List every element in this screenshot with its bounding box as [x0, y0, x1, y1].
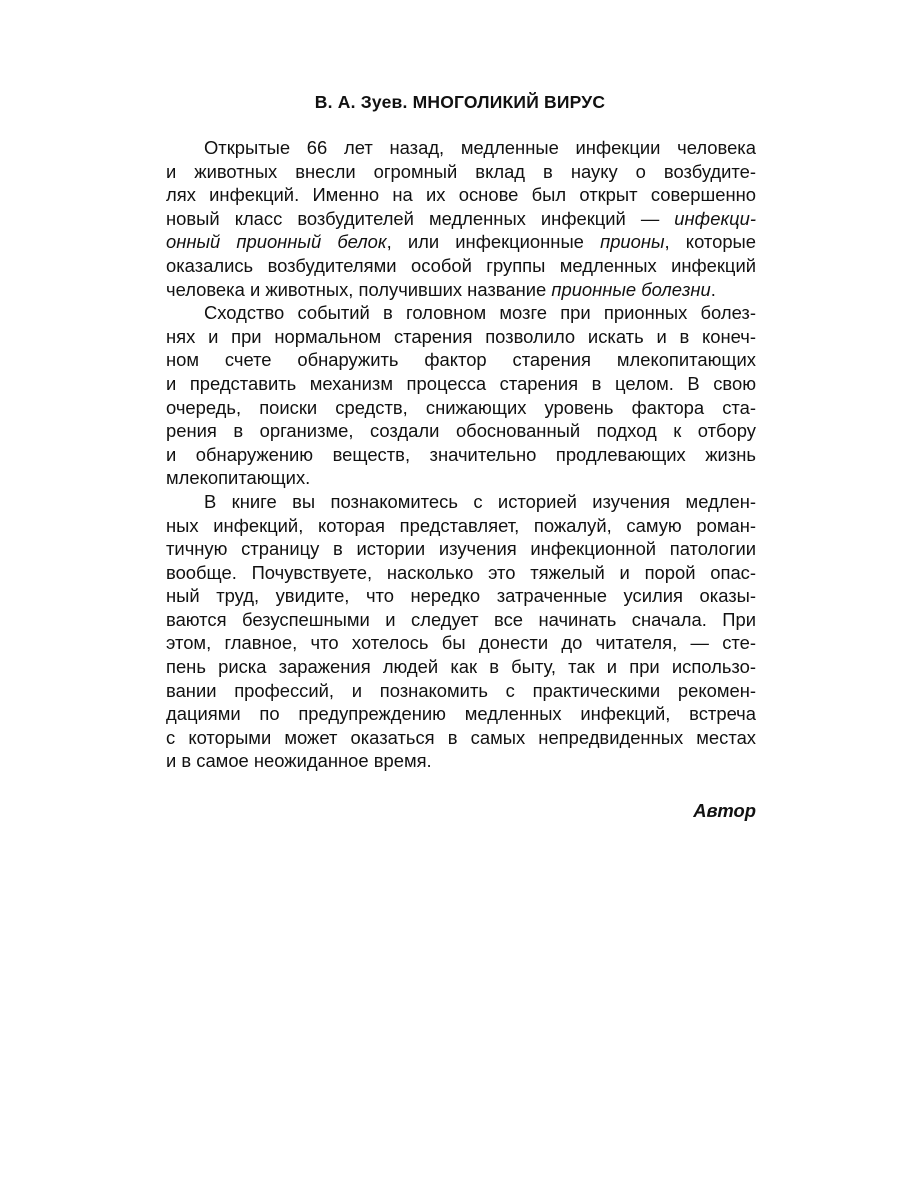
- text-run: вании профессий, и познакомить с практическими рекомен-: [166, 679, 756, 701]
- text-line: [166, 537, 756, 561]
- text-run: ваются безуспешными и следует все начинать сначала. При: [166, 608, 756, 630]
- text-line: [166, 136, 756, 160]
- text-run: ный труд, увидите, что нередко затраченные усилия оказы-: [166, 585, 756, 607]
- text-line: [166, 254, 756, 278]
- text-line: [166, 584, 756, 608]
- running-head: В. А. Зуев. МНОГОЛИКИЙ ВИРУС: [314, 92, 606, 112]
- text-run: , или инфекционные: [386, 231, 601, 253]
- text-line: [166, 749, 756, 773]
- text-line: [166, 325, 756, 349]
- text-run: очередь, поиски средств, снижающих уровень фактора ста-: [166, 396, 756, 418]
- text-line: [166, 655, 756, 679]
- preface-text: [166, 136, 756, 773]
- text-run: ном счете обнаружить фактор старения млекопитающих: [166, 349, 756, 371]
- text-run: вообще. Почувствуете, насколько это тяжелый и порой опас-: [166, 561, 756, 583]
- text-run: с которыми может оказаться в самых непредвиденных местах: [166, 726, 756, 748]
- text-line: [166, 702, 756, 726]
- text-line: [166, 207, 756, 231]
- text-line: [166, 443, 756, 467]
- text-run: и животных внесли огромный вклад в науку о возбудите-: [166, 160, 756, 182]
- text-run: нях и при нормальном старения позволило искать и в конеч-: [166, 325, 756, 347]
- text-run: новый класс возбудителей медленных инфекций —: [166, 207, 675, 229]
- paragraph-3: [166, 490, 756, 773]
- text-line: [166, 278, 756, 302]
- paragraph-2: [166, 301, 756, 490]
- text-run: пень риска заражения людей как в быту, так и при использо-: [166, 656, 756, 678]
- text-line: [166, 631, 756, 655]
- paragraph-1: [166, 136, 756, 301]
- author-signature: Автор: [693, 800, 756, 821]
- text-line: [166, 160, 756, 184]
- text-run: и обнаружению веществ, значительно продлевающих жизнь: [166, 443, 756, 465]
- text-run: лях инфекций. Именно на их основе был открыт совершенно: [166, 184, 756, 206]
- italic-term: прионы: [600, 231, 665, 253]
- text-line: [166, 608, 756, 632]
- text-line: [166, 490, 756, 514]
- italic-term: онный прионный белок: [166, 231, 387, 253]
- text-line: [166, 230, 756, 254]
- text-run: рения в организме, создали обоснованный подход к отбору: [166, 420, 756, 442]
- text-line: [166, 679, 756, 703]
- text-line: [166, 514, 756, 538]
- text-line: [166, 466, 756, 490]
- text-line: [166, 348, 756, 372]
- text-line: [166, 372, 756, 396]
- text-run: .: [710, 278, 716, 300]
- text-run: тичную страницу в истории изучения инфекционной патологии: [166, 538, 756, 560]
- text-run: , которые: [664, 231, 757, 253]
- italic-term: инфекци-: [674, 207, 756, 229]
- text-line: [166, 396, 756, 420]
- text-line: [166, 561, 756, 585]
- text-run: Открытые 66 лет назад, медленные инфекции человека: [204, 137, 756, 158]
- text-run: этом, главное, что хотелось бы донести до читателя, — сте-: [166, 632, 756, 654]
- text-run: млекопитающих.: [166, 467, 311, 489]
- text-line: [166, 726, 756, 750]
- italic-term: прионные болезни: [551, 278, 711, 300]
- text-run: оказались возбудителями особой группы медленных инфекций: [166, 254, 756, 276]
- text-run: и представить механизм процесса старения в целом. В свою: [166, 372, 756, 394]
- text-line: [166, 183, 756, 207]
- text-run: человека и животных, получивших название: [166, 278, 552, 300]
- text-line: [166, 301, 756, 325]
- text-line: [166, 419, 756, 443]
- text-run: В книге вы познакомитесь с историей изучения медлен-: [204, 490, 756, 512]
- text-run: ных инфекций, которая представляет, пожалуй, самую роман-: [166, 514, 756, 536]
- text-run: Сходство событий в головном мозге при прионных болез-: [204, 302, 756, 324]
- text-run: и в самое неожиданное время.: [166, 750, 432, 772]
- text-run: дациями по предупреждению медленных инфекций, встреча: [166, 703, 756, 725]
